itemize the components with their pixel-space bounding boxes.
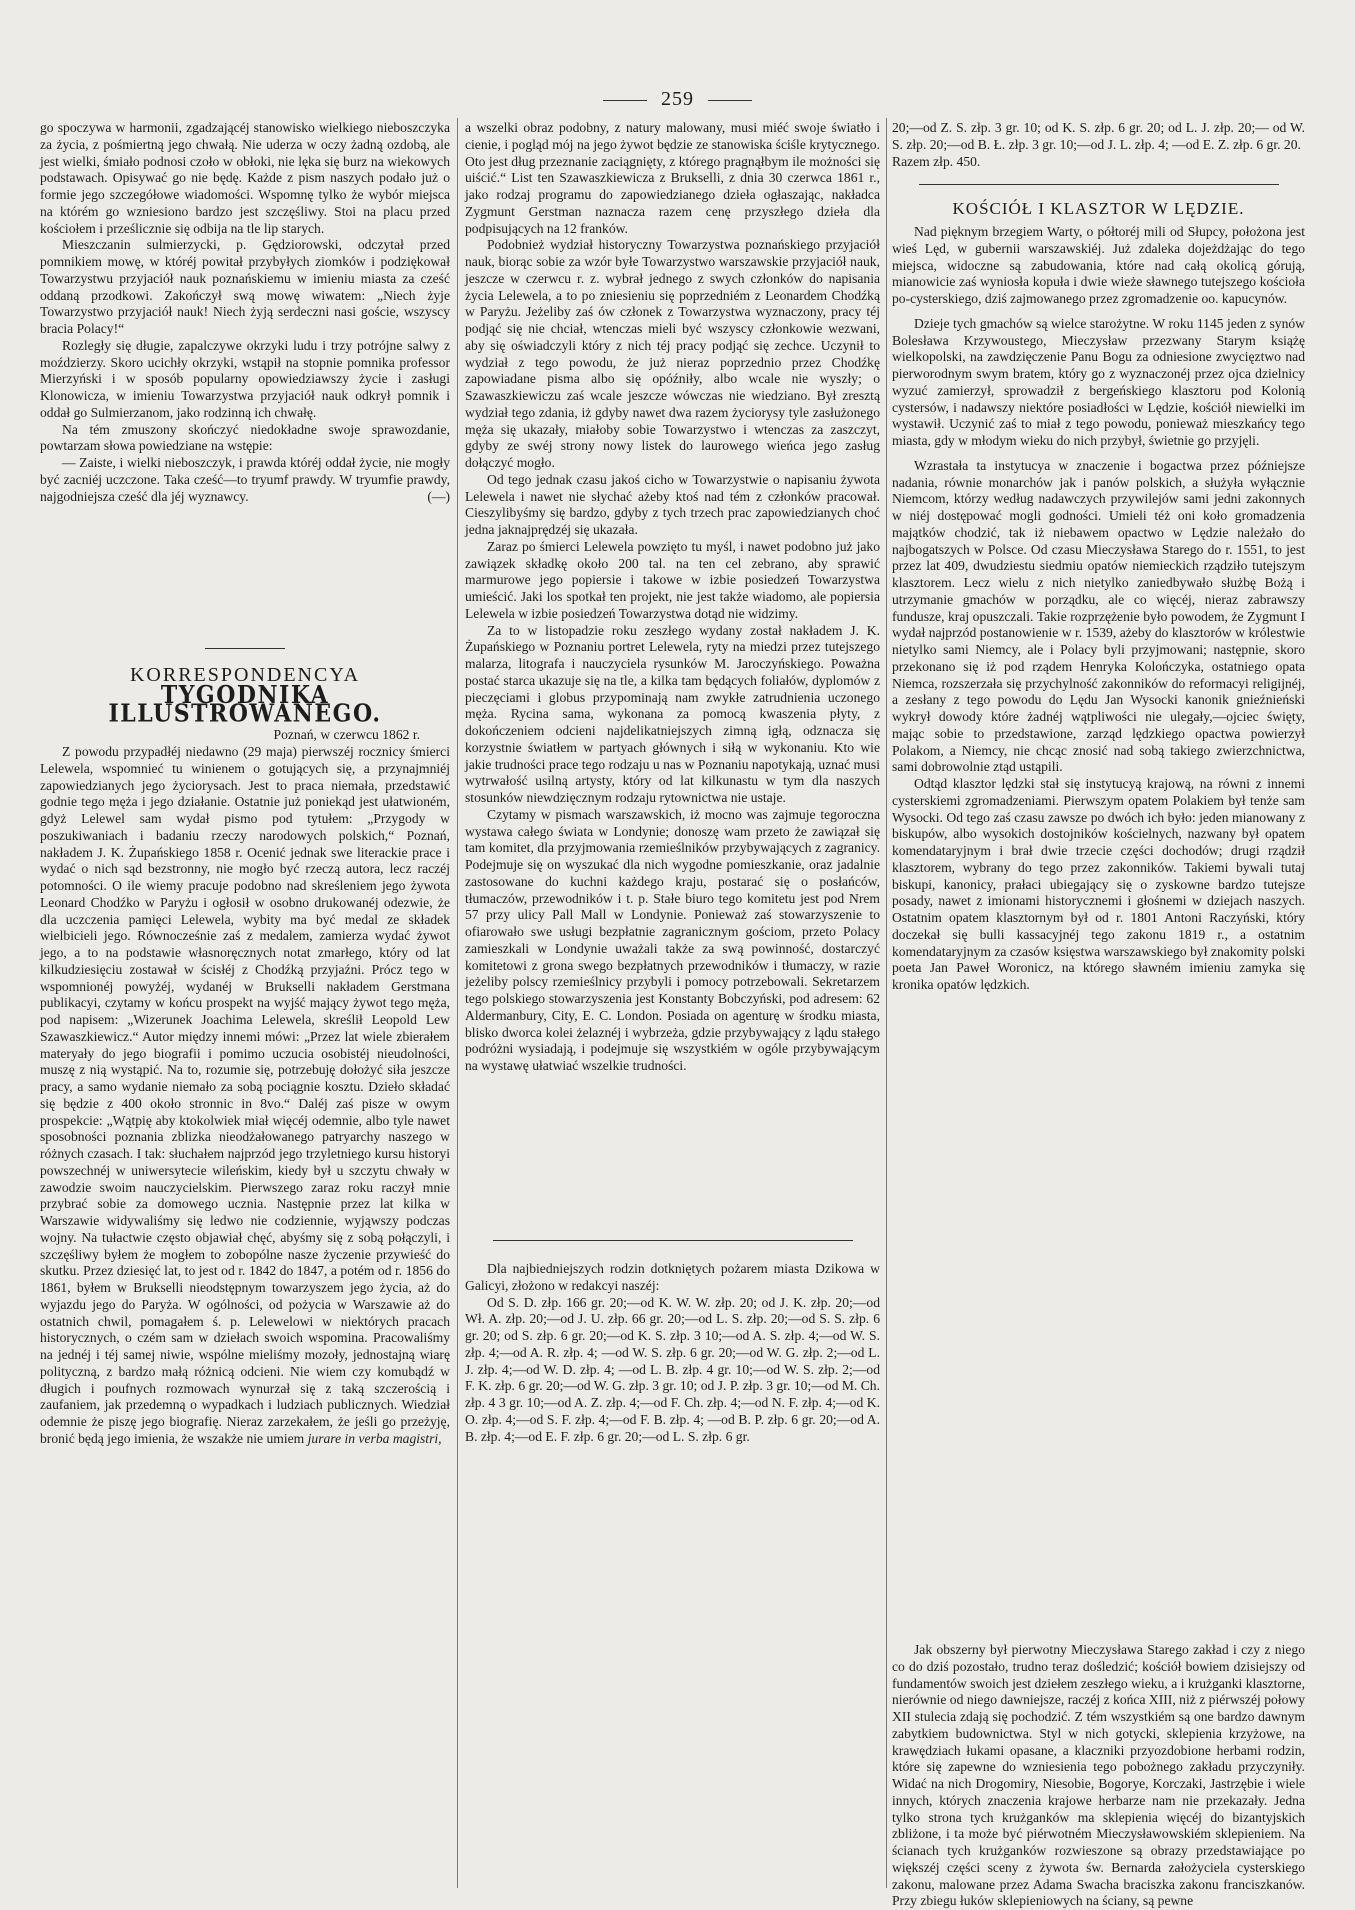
section-rule bbox=[919, 184, 1279, 185]
paragraph: Czytamy w pismach warszawskich, iż mocno was zajmuje tegoroczna wystawa całego świata w Londynie; donoszę wam przeto że zawiązał się tam komitet, dla przyjmowania rzemieślników przybywających z zagranicy. Podejmuje się on wyszukać dla nich wygodne pomieszkanie, oraz jadalnie zastosowane do kuchni każdego kraju, postarać się o posłańców, tłumaczów, przewodników i t. p. Stałe biuro tego komitetu jest pod Nrem 57 przy ulicy Pall Mall w Londynie. Ponieważ zaś stowarzyszenie to ofiarowało swe usługi bezpłatnie zagranicznym gościom, przeto Polacy zamieszkali w Londynie uważali także za swą powinność, dostarczyć komitetowi z grona swego bezpłatnych przewodników i tłumaczy, w razie jeżeliby polscy rzemieślnicy przybyli i pomocy potrzebowali. Sekretarzem tego polskiego stowarzyszenia jest Konstanty Bobczyński, pod adresem: 62 Aldermanbury, City, E. C. London. Posiada on agenturę w środku miasta, blisko dworca kolei żelaznéj i wybrzeża, gdzie przybywający z lądu stałego podróżni wysiadają, i podejmuje się wszystkiém w ogóle przybywającym na wystawę ułatwiać wszelkie trudności. bbox=[465, 806, 880, 1073]
column-3 bbox=[892, 120, 1305, 994]
section-rule bbox=[493, 1240, 853, 1241]
donation-total: Razem złp. 450. bbox=[892, 153, 981, 169]
paragraph bbox=[40, 744, 450, 1448]
closing-text: — Zaiste, i wielki nieboszczyk, i prawda któréj oddał życie, nie mogły być zacniéj uczczone. Taka cześć—to tryumf prawdy. W tryumfie prawdy, najgodniejsza cześć dla jéj wyznawcy. bbox=[40, 455, 450, 504]
column-1-article-end bbox=[40, 120, 450, 505]
paragraph bbox=[40, 455, 450, 505]
paragraph: Podobnież wydział historyczny Towarzystwa poznańskiego przyjaciół nauk, biorąc sobie za wzór byłe Towarzystwo warszawskie przyjaciół nauk, jeszcze w czerwcu r. z. wybrał jednego z swych członków do napisania życia Lelewela, a to po zniesieniu się poprzedniém z Leonardem Chodźką w Paryżu. Jeżeliby zaś ów członek z Towarzystwa wyznaczony, pracy téj podjąć się nie chciał, wtenczas mieli być wszyscy członkowie wezwani, aby się oświadczyli który z nich téj pracy podjąć się zechce. Uczynił to wydział z tego powodu, że już nieraz poprzednio przez Chodźkę zapowiadane pisma albo się opóźniły, albo wcale nie wyszły; o Szawaszkiewiczu zaś wcale jeszcze wówczas nie wiedziano. Był zresztą wydział tego zdania, iż gdyby nawet dwa razem życiorysy tyle zasłużonego męża się ukazały, miałoby sobie Towarzystwo i wtenczas za zaszczyt, gdyby ze swéj strony nowy listek do laurowego wieńca jego zasług dołączyć mogło. bbox=[465, 237, 880, 470]
dateline: Poznań, w czerwcu 1862 r. bbox=[273, 727, 420, 743]
article-heading: KOŚCIÓŁ I KLASZTOR W LĘDZIE. bbox=[952, 199, 1245, 219]
paragraph: a wszelki obraz podobny, z natury malowany, musi miéć swoje światło i cienie, i pogląd mój na jego żywot będzie ze stanowiska ściśle krytycznego. Oto jest dług przeznanie zaciągnięty, z którego pragnąłbym ile możności się uiścić.“ List ten Szawaszkiewicza z Brukselli, z dnia 30 czerwca 1861 r., jako rodzaj programu do zapowiedzianego dzieła ogłaszając, nakładca Zygmunt Gerstman naznacza razem cenę przyszłego dzieła dla podpisujących na 12 franków. bbox=[465, 120, 880, 236]
section-subheading: TYGODNIKA ILLUSTROWANEGO. bbox=[108, 680, 382, 728]
donation-list-end: 20;—od Z. S. złp. 3 gr. 10; od K. S. złp. 6 gr. 20; od L. J. złp. 20;— od W. S. złp. 20;—od B. Ł. złp. 3 gr. 10;—od J. L. złp. 4; —od E. Z. złp. 6 gr. 20. bbox=[892, 120, 1305, 152]
paragraph: Dzieje tych gmachów są wielce starożytne. W roku 1145 jeden z synów Bolesława Krzywoustego, Mieczysław przezwany Starym książę wielkopolski, na zawdzięczenie Panu Bogu za odniesione zwycięztwo nad pierworodnym swym bratem, który go z wyznaczonéj przez ojca dzielnicy wyzuć zamierzył, sprowadził z bergeńskiego klasztoru pod Kolonią cystersów, i nadawszy niektóre posiadłości w Lędzie, kościół niewielki im wystawił. Uczynić zaś to miał z tego powodu, ponieważ mieszkańcy tego miasta, gdy w młodym wieku do nich przybył, świetnie go przyjęli. bbox=[892, 315, 1305, 448]
paragraph: Jak obszerny był pierwotny Mieczysława Starego zakład i czy z niego co do dziś pozostało, trudno teraz dośledzić; kościół bowiem dzisiejszy od fundamentów swoich jest dziełem zeszłego wieku, a i krużganki klasztorne, nierównie od niego dawniejsze, raczéj z końca XIII, niż z piérwszéj połowy XII stulecia zdają się pochodzić. Z tém wszystkiém są one bardzo dawnym zabytkiem budownictwa. Styl w nich gotycki, sklepienia krzyżowe, na krawędziach łukami opasane, a klaczniki przyozdobione herbami rodzin, które się zapewne do wzniesienia tego pobożnego zakładu przyczyniły. Widać na nich Drogomiry, Niesobie, Bogorye, Korczaki, Jastrzębie i wiele innych, których znaczenia krajowe herbarze nam nie przekazały. Jedna tylko strona tych krużganków ma sklepienia więcéj do bizantyjskich zbliżone, i ta może być piérwotném Mieczysławowskiém sklepieniem. Na ścianach tych krużganków rozwieszone są obrazy przedstawiające po większéj części sceny z żywota św. Bernarda założyciela cysterskiego zakonu, malowane przez Adama Swacha braciszka zakonu franciszkanów. Przy zbiegu łuków sklepieniowych na ściany, są pewne bbox=[892, 1642, 1305, 1909]
paragraph: Odtąd klasztor lędzki stał się instytucyą krajową, na równi z innemi cysterskiemi zgromadzeniami. Pierwszym opatem Polakiem był tenże sam Wysocki. Od tego zaś czasu zawsze po dwóch ich było: jeden mianowany z biskupów, albo wysokich dostojników kościelnych, nazwany był opatem komendataryjnym i brał dwie trzecie części dochodów; drugi rządził klasztorem, wybrany do tego przez zakonników. Takiemi bywali tutaj biskupi, kanonicy, prałaci ubiegający się o zyskowne bardzo tutejsze posady, nawet z imionami historycznemi i głośnemi w dziejach naszych. Ostatnim opatem klasztornym był od r. 1801 Antoni Raczyński, który doczekał się bulli kassacyjnéj tego zakonu 1819 r., a ostatnim komendataryjnym za czasów księstwa warszawskiego był znakomity polski poeta Jan Paweł Woronicz, na którego sławném imieniu zamyka się kronika opatów lędzkich. bbox=[892, 776, 1305, 992]
paragraph: Mieszczanin sulmierzycki, p. Gędziorowski, odczytał przed pomnikiem mowę, w któréj powitał przybyłych ziomków i podziękował Towarzystwu przyjaciół nauk poznańskiemu w imieniu miasta za cześć oddaną przodkowi. Zakończył swą mowę wiwatem: „Niech żyje Towarzystwo przyjaciół nauk! Niech żyją serdeczni nasi goście, wszyscy bracia Polacy!“ bbox=[40, 237, 450, 336]
correspondence-section bbox=[40, 648, 450, 1448]
page-number bbox=[0, 88, 1355, 111]
paragraph: Na tém zmuszony skończyć niedokładne swoje sprawozdanie, powtarzam słowa powiedziane na wstępie: bbox=[40, 421, 450, 454]
latin-phrase: jurare in verba magistri, bbox=[307, 1430, 442, 1446]
donation-list: Od S. D. złp. 166 gr. 20;—od K. W. W. złp. 20; od J. K. złp. 20;—od Wł. A. złp. 20;—od J. U. złp. 66 gr. 20;—od L. S. złp. 20;—od S. S. złp. 6 gr. 20; od S. złp. 6 gr. 20;—od K. S. złp. 3 10;—od A. S. złp. 4;—od W. S. złp. 4;—od A. R. złp. 4; —od W. S. złp. 6 gr. 20;—od W. G. złp. 2;—od L. J. złp. 4;—od W. D. złp. 4; —od L. B. złp. 4 gr. 10;—od W. S. złp. 2;—od F. K. złp. 6 gr. 20;—od W. G. złp. 3 gr. 10; od J. P. złp. 3 gr. 10;—od M. Ch. złp. 4 3 gr. 10;—od A. Z. złp. 4;—od F. Ch. złp. 4;—od N. F. złp. 4;—od K. O. złp. 4;—od S. F. złp. 4;—od F. B. złp. 4; —od B. P. złp. 6 gr. 20;—od A. B. złp. 4;—od E. F. złp. 6 gr. 20;—od L. S. złp. 6 gr. bbox=[465, 1294, 880, 1444]
section-heading: KORRESPONDENCYA bbox=[129, 664, 361, 686]
letter-text: Z powodu przypadłéj niedawno (29 maja) pierwszéj rocznicy śmierci Lelewela, wspomnieć tu winienem o gotujących się, a przynajmniéj zapowiedzianych jego życiorysach. Jest to praca niemała, przedstawić godnie tego męża i jego działanie. Ostatnie już poniekąd jest ułatwioném, gdyż Lelewel sam wydał pismo pod tytułem: „Przygody w poszukiwaniach i badaniu rzeczy narodowych polskich,“ Poznań, nakładem J. K. Żupańskiego 1858 r. Ocenić jednak swe literackie prace i wydać o nich sąd bezstronny, nie mogło być rzeczą autora, lecz raczéj potomności. O ile wiemy pracuje podobno nad skreśleniem jego żywota Leonard Chodźko w Paryżu i ogłosił w osobno drukowanéj odezwie, że dla uczczenia pamięci Lelewela, wybity ma być medal ze składek wielbicieli jego. Równocześnie zaś z medalem, zamierza wydać żywot jego, a to na podstawie własnoręcznych notat zmarłego, który od lat kilkudziesięciu zostawał w ścisłéj z Chodźką przyjaźni. Prócz tego w wspomnionéj powyżéj, wydanéj w Brukselli nakładem Gerstmana publikacyi, czytamy w końcu prospekt na wyjść mający żywot tego męża, pod napisem: „Wizerunek Joachima Lelewela, skreślił Leopold Lew Szawaszkiewicz.“ Autor między innemi mówi: „Przez lat wiele zbierałem materyały do jego biografii i pomimo uczucia osobistéj nieudolności, muszę z nią wystąpić. Na to, rozumie się, potrzebuję dołożyć siła jeszcze pracy, a samo wydanie niemało za sobą pociągnie kosztu. Dzieło składać się będzie z 400 około stronnic in 8vo.“ Daléj zaś pisze w owym prospekcie: „Wątpię aby ktokolwiek miał więcéj odemnie, albo tyle nawet sposobności poznania zblizka nieodżałowanego patryarchy naszego w różnych czasach. I tak: słuchałem najprzód jego trzyletniego kursu historyi powszechnéj w uniwersytecie wileńskim, kiedy był u szczytu chwały w zawodzie swoim nauczycielskim. Pierwszego zaraz roku raczył mnie przybrać sobie za domowego ucznia. Następnie przez lat kilka w Warszawie widywaliśmy się ledwo nie codziennie, wyjąwszy podczas wojny. Na tułactwie często objawiał chęć, abyśmy się z sobą połączyli, i szczęśliwy byłem że mogłem to zobopólne nasze życzenie przywieść do skutku. Przez dziesięć lat, to jest od r. 1842 do 1847, a potém od r. 1856 do 1861, byłem w Brukselli nieodstępnym towarzyszem jego życia, aż do wyjazdu jego do Paryża. W ogólności, od pożycia w Warszawie aż do ostatnich chwil, pomagałem ś. p. Lelewelowi w niektórych pracach historycznych, o czém sam w dziełach swoich wspomina. Pracowaliśmy na jednéj i téj samej niwie, wspólne mieliśmy mozoły, jednostajną wiarę polityczną, z bardzo małą różnicą odcieni. Nie wiem czy komubądź w długich i poufnych rozmowach wynurzał się z taką szczerością i zaufaniem, jak przedemną o wypadkach i ludziach publicznych. Wiedział odemnie że piszę jego biografię. Nieraz zarzekałem, że jeśli go przeżyję, bronić będą jego imienia, że wszakże nie umiem bbox=[40, 744, 450, 1446]
donation-intro: Dla najbiedniejszych rodzin dotkniętych pożarem miasta Dzikowa w Galicyi, złożono w redakcyi naszéj: bbox=[465, 1261, 880, 1293]
column-rule bbox=[886, 118, 887, 1888]
column-rule bbox=[457, 118, 458, 1888]
paragraph: go spoczywa w harmonii, zgadzającéj stanowisko wielkiego nieboszczyka za życia, z pośmiertną jego chwałą. Nie uderza w oczy żadną ozdobą, ale jest wielki, śmiało podnosi czoło w obłoki, nie lęka się burz na wiekowych podstawach. Opisywać go nie będę. Każde z pism naszych podało już o formie jego szczegółowe wiadomości. Wspomnę tylko że wybór miejsca na którém go wzniesiono bardzo jest szczęśliwy. Stoi na placu przed kościołem i prześlicznie się odbija na tle lip starych. bbox=[40, 120, 450, 236]
page-number-text: 259 bbox=[661, 88, 694, 110]
paragraph: Nad pięknym brzegiem Warty, o półtoréj mili od Słupcy, położona jest wieś Lęd, w gubernii warszawskiéj. Już zdaleka dojeżdżając do tego miejsca, widoczne są zabudowania, które nad całą okolicą górują, mianowicie zaś wyniosła kopuła i dwie wieże sławnego tutejszego kościoła po-cysterskiego, dziś zajmowanego przez zgromadzenie oo. kapucynów. bbox=[892, 224, 1305, 306]
signature: (—) bbox=[427, 488, 450, 504]
donation-notice bbox=[465, 1240, 880, 1445]
paragraph: Za to w listopadzie roku zeszłego wydany został nakładem J. K. Żupańskiego w Poznaniu portret Lelewela, ryty na miedzi przez tutejszego malarza, litografa i nauczyciela rysunków M. Jaroczyńskiego. Poważna postać starca ukazuje się na tle, a kilka tam będących foliałów, dyplomów z pieczęciami i globus przypominają nam zwykłe zatrudnienia uczonego męża. Rycina sama, wykonana za pomocą kwaszenia płyty, z dokończeniem odcieni najdelikatniejszych zimną igłą, odznacza się korzystnie światłem w partyach głównych i siłą w wykonaniu. Kto wie jakie trudności prace tego rodzaju u nas w Poznaniu napotykają, uznać musi wytrwałość usilną artysty, który od lat kilkunastu w tym dla naszych stosunków niewdzięcznym rodzaju rytownictwa nie ustaje. bbox=[465, 622, 880, 805]
section-rule bbox=[205, 648, 285, 649]
paragraph: Zaraz po śmierci Lelewela powzięto tu myśl, i nawet podobno już jako zawiązek składkę około 200 tal. na ten cel zebrano, aby sprawić marmurowe jego popiersie i takowe w izbie posiedzeń Towarzystwa umieścić. Jaki los spotkał ten projekt, nie jest także wiadomo, ale popiersia Lelewela w izbie posiedzeń Towarzystwa dotąd nie widzimy. bbox=[465, 538, 880, 621]
paragraph: Wzrastała ta instytucya w znaczenie i bogactwa przez późniejsze nadania, równie monarchów jak i panów polskich, a służyła wyłącznie Niemcom, którzy według nadawczych przywilejów sami jedni zakonnych w niéj dostępować mogli godności. Umieli téż oni koło gromadzenia majątków chodzić, tak iż niebawem opactwo w Lędzie należało do najbogatszych w Polsce. Od czasu Mieczysława Starego do r. 1551, to jest przez lat 409, dwudziestu siedmiu opatów niemieckich rządziło tutejszym klasztorem. Lecz wielu z nich nietylko zaniedbywało służbę Bożą i utrzymanie gmachów w porządku, ale co więcéj, nieraz zabrawszy fundusze, kraj opuszczali. Takie rozprzężenie było powodem, że Zygmunt I wydał najprzód postanowienie w r. 1539, ażeby do klasztorów w królestwie nietylko sami Niemcy, ale i Polacy byli przyjmowani; następnie, skoro przekonano się iż pod rządem Henryka Kolończyka, ostatniego opata Niemca, rozszerzała się przychylność zakonników do reformacyi religijnéj, a zesłany z tego powodu do Lędu Jan Wysocki kanonik gnieźnieński wykrył dowody które żadnéj wątpliwości nie ulegały,—ojciec święty, mając sobie to przedstawione, zarząd lędzkiego opactwa powierzył Polakom, a Niemcy, nie chcąc znosić nad sobą takiego zwierzchnictwa, sami dobrowolnie ztąd ustąpili. bbox=[892, 457, 1305, 775]
column-3-continuation bbox=[892, 1642, 1305, 1910]
column-2-correspondence bbox=[465, 120, 880, 1075]
paragraph: Rozległy się długie, zapalczywe okrzyki ludu i trzy potrójne salwy z moździerzy. Skoro ucichły okrzyki, wstąpił na stopnie pomnika professor Mierzyński i w sposób popularny opowiedziawszy życie i zasługi Klonowicza, w imieniu Towarzystwa przyjaciół nauk odkrył pomnik i oddał go Sulmierzanom, jako rodzinną ich chwałę. bbox=[40, 337, 450, 420]
paragraph: Od tego jednak czasu jakoś cicho w Towarzystwie o napisaniu żywota Lelewela i nawet nie słychać ażeby ktoś nad tém z członków pracował. Cieszylibyśmy się bardzo, gdyby z tych trzech prac zapowiedzianych choć jedna jaknajprędzéj się ukazała. bbox=[465, 471, 880, 537]
